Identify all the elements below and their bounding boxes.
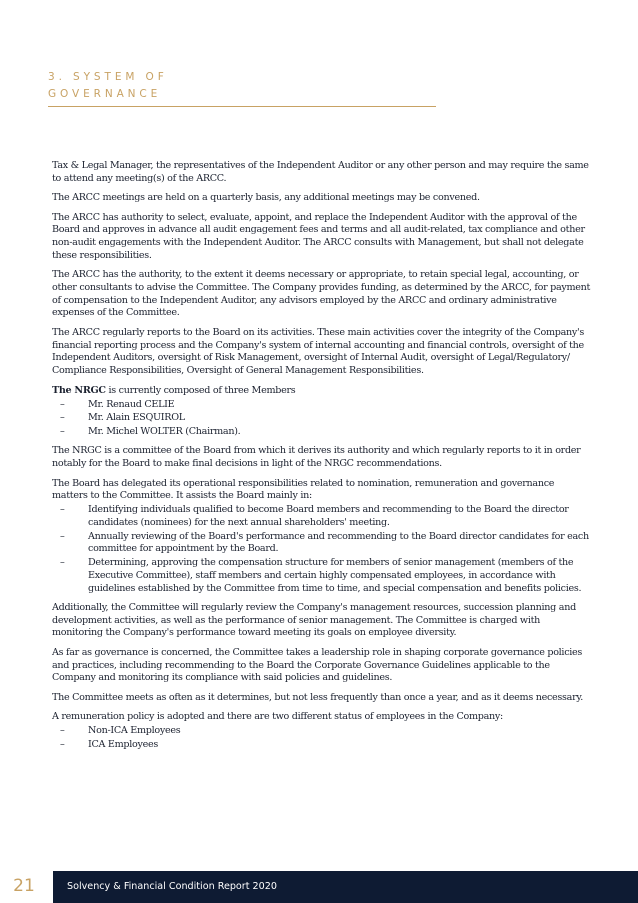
paragraph: Additionally, the Committee will regularly review the Company's management resources, succession planning and development activities, as well as the performance of senior management. The Committee is charged with monitoring the Company's performance toward meeting its goals on employee diversity. xyxy=(52,602,576,639)
list-item: – Determining, approving the compensation structure for members of senior management (members of the Executive Committee), staff members and certain highly compensated employees, in accordance with guidelines established by the Committee from time to time, and special compensation and benefits policies. xyxy=(60,557,592,595)
paragraph: The ARCC meetings are held on a quarterly basis, any additional meetings may be convened. xyxy=(52,192,480,204)
body-text xyxy=(52,160,592,759)
section-title-line-2: GOVERNANCE xyxy=(48,88,162,100)
list-item: – Mr. Alain ESQUIROL xyxy=(60,412,592,425)
section-title-line-1: 3. SYSTEM OF xyxy=(48,71,168,83)
section-title xyxy=(48,69,168,103)
footer-bar xyxy=(53,871,638,903)
duties-list xyxy=(52,504,592,595)
paragraph: A remuneration policy is adopted and there are two different status of employees in the Company: xyxy=(52,711,503,723)
paragraph: The ARCC has authority to select, evaluate, appoint, and replace the Independent Auditor with the approval of the Board and approves in advance all audit engagement fees and terms and all audit-related, tax compliance and other non-audit engagements with the Independent Auditor. The ARCC consults with Management, but shall not delegate these responsibilities. xyxy=(52,211,585,261)
nrgc-lead: The NRGC xyxy=(52,384,106,396)
nrgc-intro-text: is currently composed of three Members xyxy=(105,384,296,396)
paragraph: Tax & Legal Manager, the representatives of the Independent Auditor or any other person and may require the same to attend any meeting(s) of the ARCC. xyxy=(52,160,589,184)
list-item: – Mr. Michel WOLTER (Chairman). xyxy=(60,426,592,439)
list-item: – Mr. Renaud CELIE xyxy=(60,399,592,412)
page-number: 21 xyxy=(13,876,35,896)
paragraph: The Board has delegated its operational responsibilities related to nomination, remuneration and governance matters to the Committee. It assists the Board mainly in: xyxy=(52,477,555,502)
members-list xyxy=(52,399,592,439)
nrgc-intro xyxy=(52,385,592,398)
section-divider xyxy=(48,106,436,107)
paragraph: As far as governance is concerned, the Committee takes a leadership role in shaping corporate governance policies and practices, including recommending to the Board the Corporate Governance Guidelines applicable to the Company and monitoring its compliance with said policies and guidelines. xyxy=(52,646,583,684)
paragraph: The ARCC has the authority, to the extent it deems necessary or appropriate, to retain special legal, accounting, or other consultants to advise the Committee. The Company provides funding, as determined by the ARCC, for payment of compensation to the Independent Auditor, any advisors employed by the ARCC and ordinary administrative expenses of the Committee. xyxy=(52,269,591,319)
report-title: Solvency & Financial Condition Report 2020 xyxy=(67,881,277,892)
list-item: – ICA Employees xyxy=(60,739,592,752)
employee-status-list xyxy=(52,725,592,751)
paragraph: The ARCC regularly reports to the Board on its activities. These main activities cover the integrity of the Company's financial reporting process and the Company's system of internal accounting and financial controls, oversight of the Independent Auditors, oversight of Risk Management, oversight of Internal Audit, oversight of Legal/Regulatory/ Compliance Responsibilities, Oversight of General Management Responsibilities. xyxy=(52,326,584,377)
list-item: – Non-ICA Employees xyxy=(60,725,592,738)
list-item: – Annually reviewing of the Board's performance and recommending to the Board director candidates for each committee for appointment by the Board. xyxy=(60,531,592,556)
list-item: – Identifying individuals qualified to become Board members and recommending to the Board the director candidates (nominees) for the next annual shareholders' meeting. xyxy=(60,504,592,529)
paragraph: The NRGC is a committee of the Board from which it derives its authority and which regularly reports to it in order notably for the Board to make final decisions in light of the NRGC recommendations. xyxy=(52,445,581,470)
paragraph: The Committee meets as often as it determines, but not less frequently than once a year, and as it deems necessary. xyxy=(52,691,583,703)
